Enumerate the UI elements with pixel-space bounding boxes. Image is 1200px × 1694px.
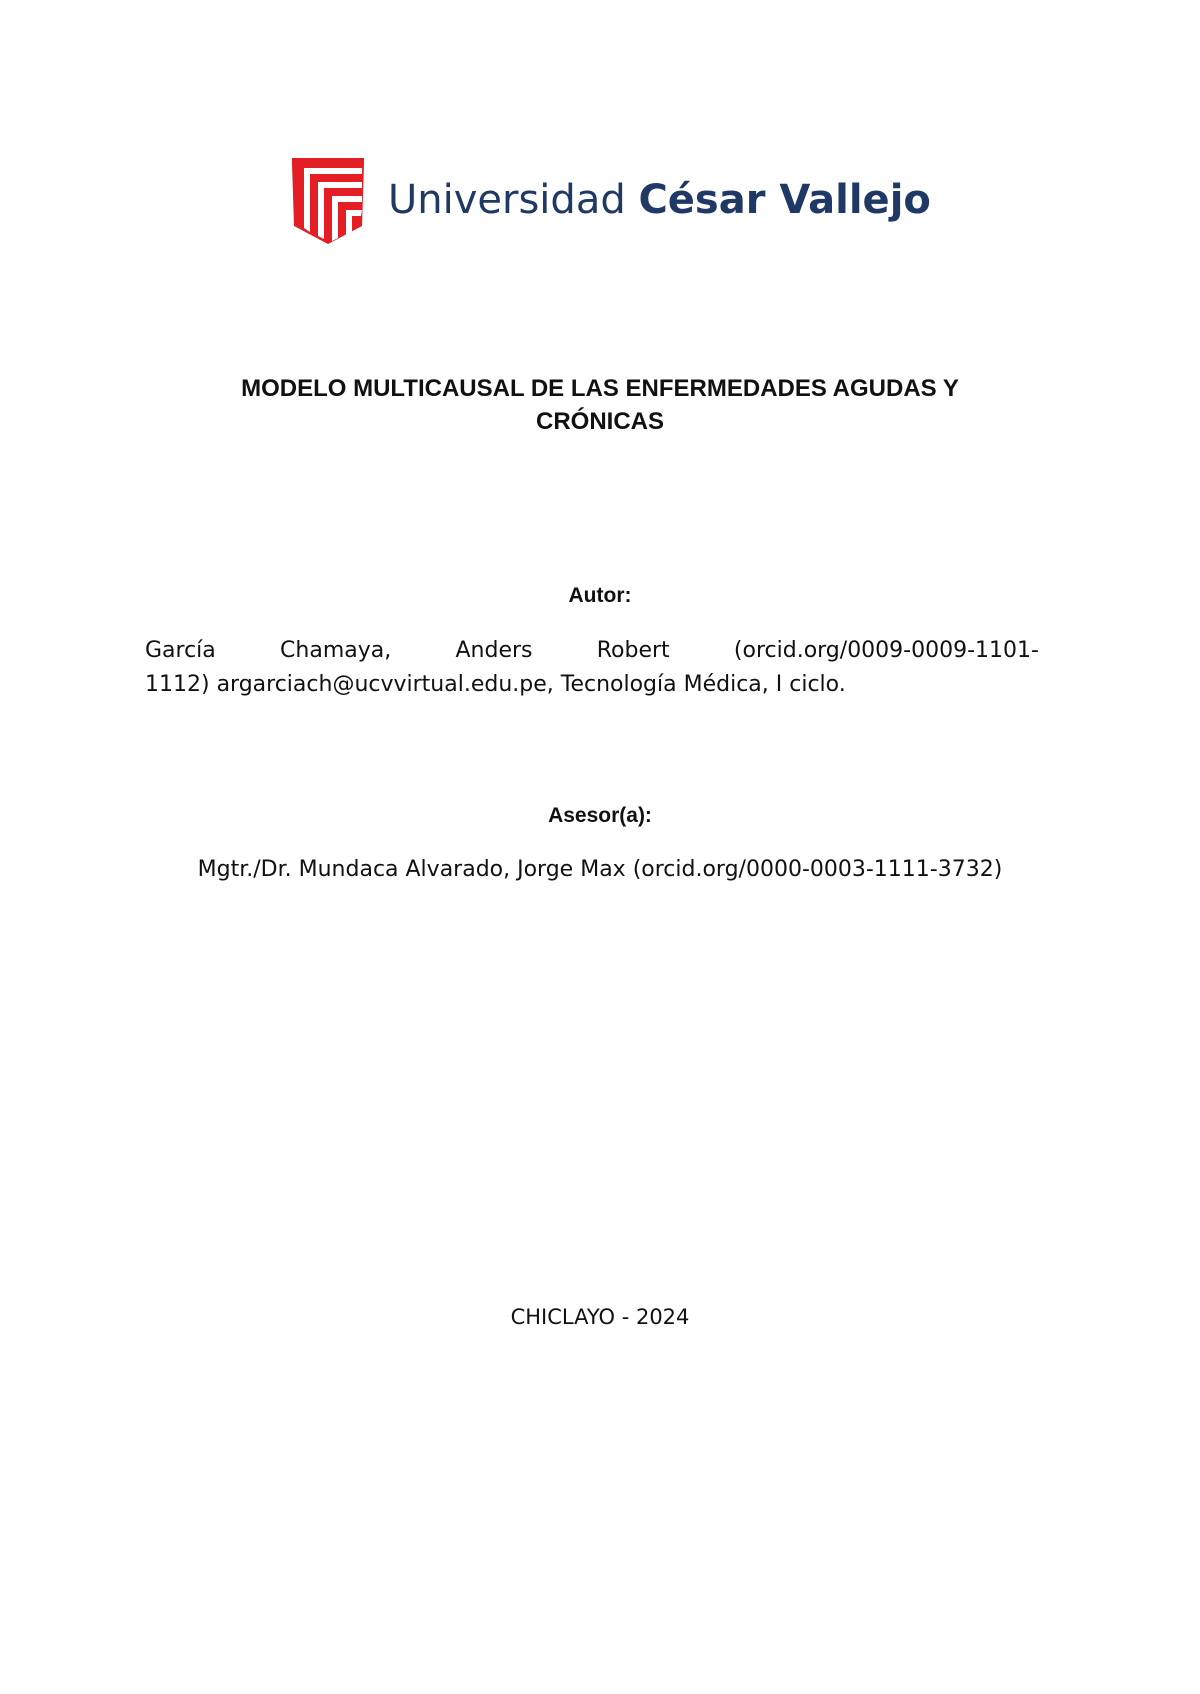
- advisor-label: Asesor(a):: [548, 804, 652, 827]
- title-line-1: MODELO MULTICAUSAL DE LAS ENFERMEDADES AGUDAS Y: [241, 375, 959, 402]
- university-shield-icon: [290, 154, 366, 246]
- university-name: [388, 177, 931, 223]
- author-line-1: [145, 634, 1039, 668]
- place-year: CHICLAYO - 2024: [510, 1305, 690, 1329]
- author-line-2: 1112) argarciach@ucvvirtual.edu.pe, Tecnología Médica, I ciclo.: [145, 672, 846, 697]
- university-name-bold: César Vallejo: [638, 177, 931, 223]
- author-word: García: [145, 638, 216, 663]
- document-title: [140, 372, 1060, 438]
- title-line-2: CRÓNICAS: [535, 408, 664, 435]
- author-word: Chamaya,: [280, 638, 392, 663]
- author-label: Autor:: [568, 584, 632, 607]
- university-name-regular: Universidad: [388, 177, 639, 223]
- author-info: [145, 634, 1039, 702]
- author-word: Anders: [455, 638, 533, 663]
- author-word: (orcid.org/0009-0009-1101-: [733, 638, 1039, 663]
- author-word: Robert: [596, 638, 670, 663]
- university-logo: [290, 154, 931, 246]
- advisor-info: Mgtr./Dr. Mundaca Alvarado, Jorge Max (orcid.org/0000-0003-1111-3732): [197, 857, 1003, 882]
